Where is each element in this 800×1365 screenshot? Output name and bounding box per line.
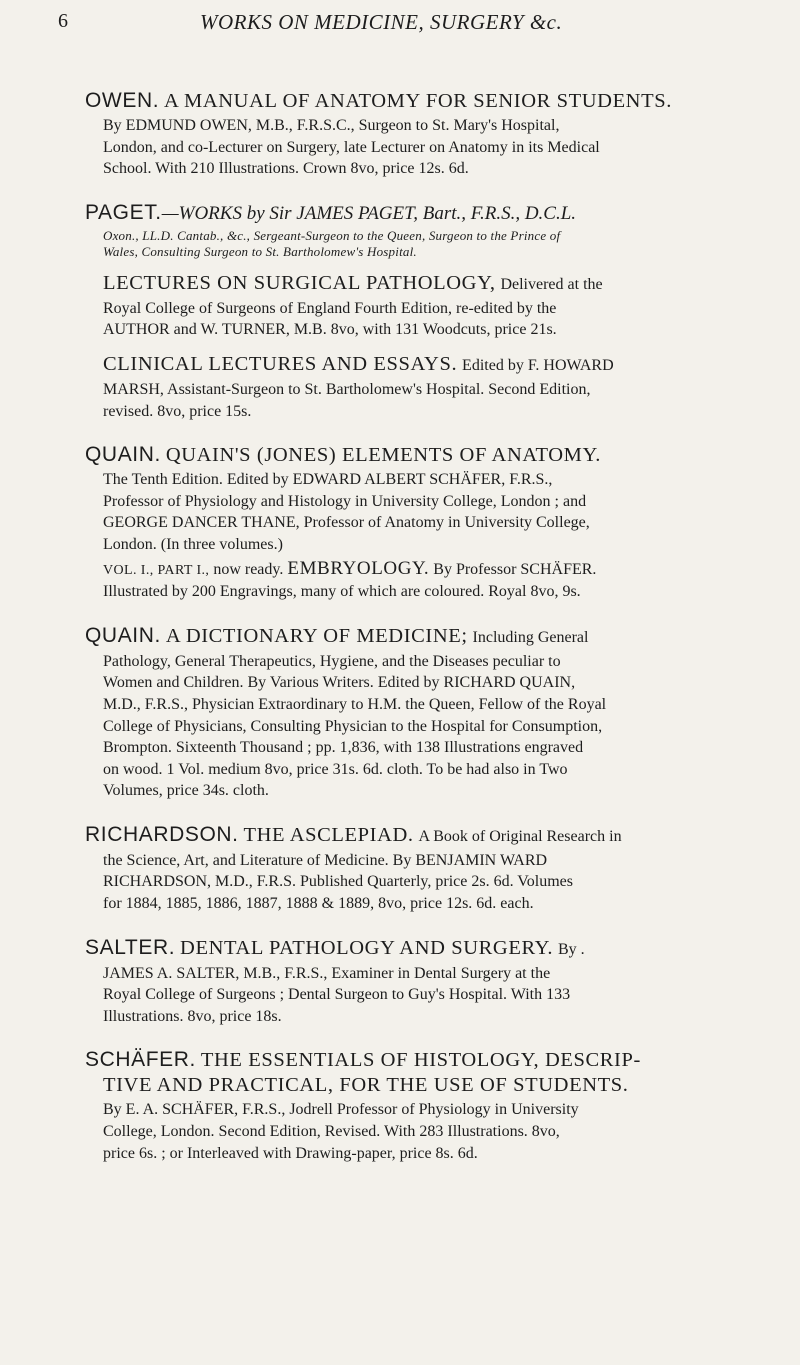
book-title: A MANUAL OF ANATOMY FOR SENIOR STUDENTS. <box>164 90 672 112</box>
running-head <box>0 10 800 38</box>
entry-owen <box>85 90 753 180</box>
book-title: DENTAL PATHOLOGY AND SURGERY. <box>180 936 554 959</box>
entry-description: By E. A. SCHÄFER, F.R.S., Jodrell Professor of Physiology in University College, London. Second Edition, Revised. With 283 Illustrations. 8vo, price 6s. ; or Interleaved with Drawing-paper, price 8s. 6d. <box>103 1101 579 1162</box>
running-title: WORKS ON MEDICINE, SURGERY &c. <box>200 10 563 34</box>
author-credentials: Oxon., LL.D. Cantab., &c., Sergeant-Surgeon to the Queen, Surgeon to the Prince of Wales, Consulting Surgeon to St. Bartholomew's Hospital. <box>103 227 561 259</box>
book-title: CLINICAL LECTURES AND ESSAYS. <box>103 352 458 375</box>
volume-line: VOL. I., PART I., now ready. EMBRYOLOGY. By Professor SCHÄFER. Illustrated by 200 Engravings, many of which are coloured. Royal 8vo, 9s. <box>103 557 597 601</box>
entry-heading <box>85 1049 753 1072</box>
author-name: QUAIN. <box>85 623 161 647</box>
author-name: QUAIN. <box>85 443 161 467</box>
entry-schafer <box>85 1049 753 1164</box>
page-number: 6 <box>58 10 69 32</box>
entry-description: JAMES A. SALTER, M.B., F.R.S., Examiner in Dental Surgery at the Royal College of Surgeons ; Dental Surgeon to Guy's Hospital. With 133 Illustrations. 8vo, price 18s. <box>103 964 571 1025</box>
entry-paget <box>85 202 753 422</box>
entry-heading <box>85 90 753 113</box>
entry-description: The Tenth Edition. Edited by EDWARD ALBERT SCHÄFER, F.R.S., Professor of Physiology and Histology in University College, London ; and GEORGE DANCER THANE, Professor of Anatomy in University College, London. (In three volumes.) <box>103 471 590 553</box>
book-title: QUAIN'S (JONES) ELEMENTS OF ANATOMY. <box>165 444 601 467</box>
entry-description: the Science, Art, and Literature of Medicine. By BENJAMIN WARD RICHARDSON, M.D., F.R.S. Published Quarterly, price 2s. 6d. Volumes for 1884, 1885, 1886, 1887, 1888 & 1889, 8vo, price 12s. 6d. each. <box>103 851 573 913</box>
author-name: SCHÄFER. <box>85 1048 196 1072</box>
entry-quain-dictionary <box>85 625 753 802</box>
book-title: THE ASCLEPIAD. <box>243 823 414 846</box>
book-title-rest: Including General <box>472 628 589 646</box>
book-title: LECTURES ON SURGICAL PATHOLOGY, <box>103 271 496 294</box>
entry-description: By EDMUND OWEN, M.B., F.R.S.C., Surgeon to St. Mary's Hospital, London, and co-Lecturer on Surgery, late Lecturer on Anatomy in its Medical School. With 210 Illustrations. Crown 8vo, price 12s. 6d. <box>103 117 600 178</box>
entry-heading <box>85 937 753 961</box>
book-title-rest: Edited by F. HOWARD <box>462 356 614 374</box>
author-name: PAGET. <box>85 200 162 224</box>
entry-salter <box>85 937 753 1028</box>
catalogue-listing <box>85 90 753 1186</box>
book-title-rest: Delivered at the <box>500 275 603 293</box>
entry-quain-anatomy <box>85 444 753 603</box>
sub-entry-clinical <box>85 353 753 422</box>
book-title: THE ESSENTIALS OF HISTOLOGY, DESCRIP- <box>200 1049 641 1072</box>
book-title-rest: A Book of Original Research in <box>418 827 622 845</box>
book-title-rest: By . <box>557 940 585 958</box>
entry-description: Royal College of Surgeons of England Fourth Edition, re-edited by the AUTHOR and W. TURNER, M.B. 8vo, with 131 Woodcuts, price 21s. <box>103 299 557 339</box>
author-name: OWEN. <box>85 89 160 112</box>
entry-richardson <box>85 824 753 915</box>
book-title: A DICTIONARY OF MEDICINE; <box>165 624 468 647</box>
author-name: SALTER. <box>85 935 176 959</box>
entry-heading <box>85 444 753 467</box>
entry-heading <box>85 202 753 225</box>
works-title: —WORKS by Sir JAMES PAGET, Bart., F.R.S., D.C.L. <box>161 202 577 224</box>
author-name: RICHARDSON. <box>85 822 239 846</box>
entry-heading <box>85 824 753 848</box>
entry-description: MARSH, Assistant-Surgeon to St. Bartholomew's Hospital. Second Edition, revised. 8vo, price 15s. <box>103 380 591 420</box>
volume-title: EMBRYOLOGY. <box>287 557 430 579</box>
sub-entry-lectures <box>85 272 753 341</box>
entry-description: Pathology, General Therapeutics, Hygiene, and the Diseases peculiar to Women and Children. By Various Writers. Edited by RICHARD QUAIN, M.D., F.R.S., Physician Extraordinary to H.M. the Queen, Fellow of the Royal College of Physicians, Consulting Physician to the Hospital for Consumption, Brompton. Sixteenth Thousand ; pp. 1,836, with 138 Illustrations engraved on wood. 1 Vol. medium 8vo, price 31s. 6d. cloth. To be had also in Two Volumes, price 34s. cloth. <box>103 652 607 800</box>
book-title-continued: TIVE AND PRACTICAL, FOR THE USE OF STUDENTS. <box>103 1074 629 1097</box>
entry-heading <box>85 625 753 649</box>
